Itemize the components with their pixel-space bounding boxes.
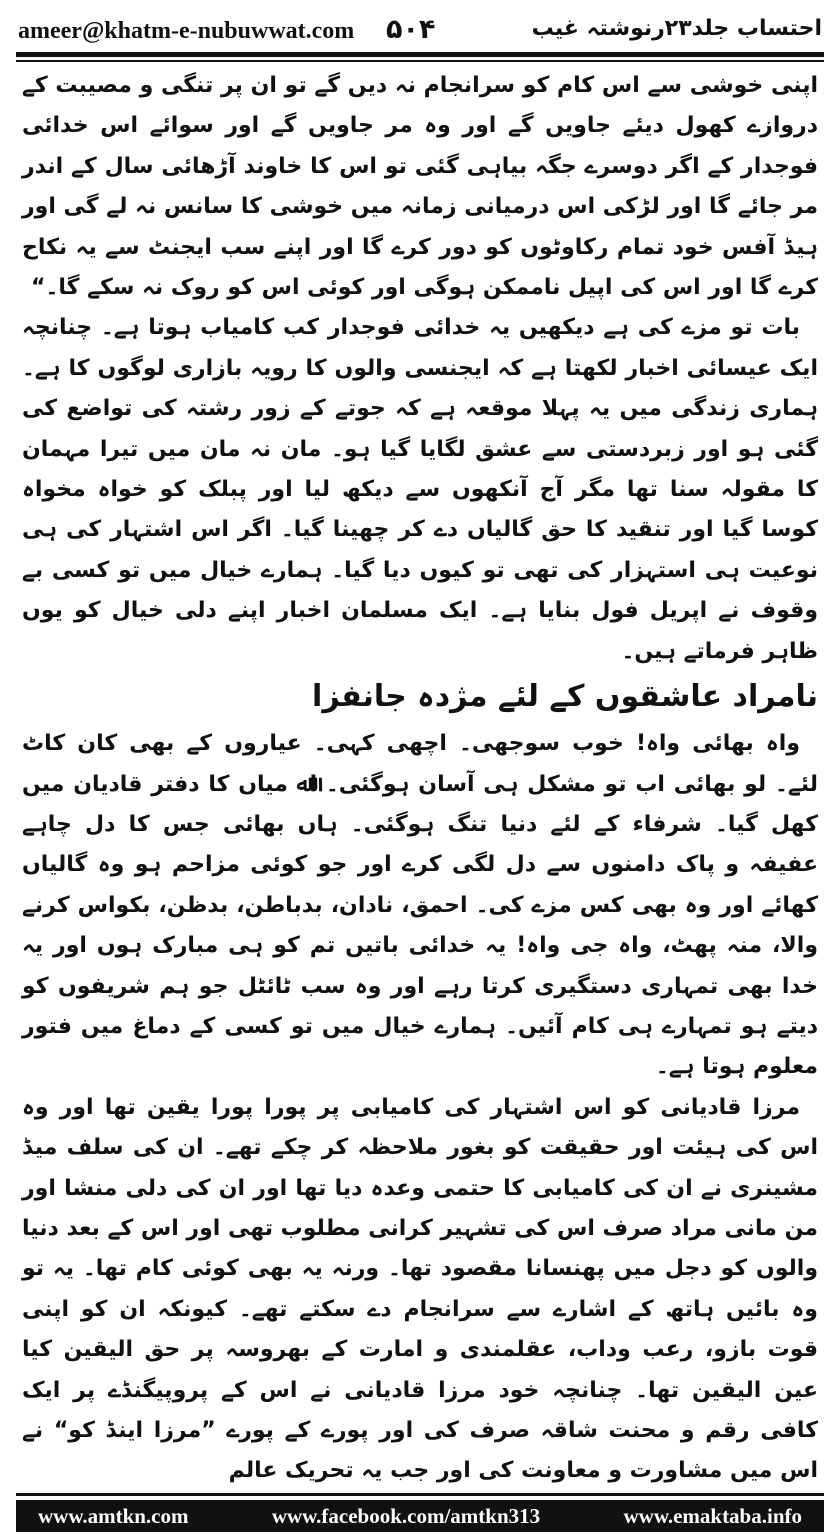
header-email[interactable]: ameer@khatm-e-nubuwwat.com xyxy=(18,18,355,44)
footer-rule xyxy=(16,1493,824,1496)
paragraph-2: بات تو مزے کی ہے دیکھیں یہ خدائی فوجدار کب کامیاب ہوتا ہے۔ چنانچہ ایک عیسائی اخبار لکھتا ہے کہ ایجنسی والوں کا رویہ بازاری لوگوں کا ہے۔ ہماری زندگی میں یہ پہلا موقعہ ہے کہ جوتے کے زور رشتہ کی تواضع کی گئی ہو اور زبردستی سے عشق لگایا گیا ہو۔ مان نہ مان میں تیرا مہمان کا مقولہ سنا تھا مگر آج آنکھوں سے دیکھ لیا اور پبلک کو خواہ مخواہ کوسا گیا اور تنقید کا حق گالیاں دے کر چھینا گیا۔ اگر اس اشتہار کی ہی نوعیت ہی استہزار کی تھی تو کیوں دیا گیا۔ ہمارے خیال میں تو کسی بے وقوف نے اپریل فول بنایا ہے۔ ایک مسلمان اخبار اپنے دلی خیال کو یوں ظاہر فرماتے ہیں۔ xyxy=(22,315,818,664)
header-rule-thin xyxy=(16,60,824,62)
footer-link-facebook[interactable]: www.facebook.com/amtkn313 xyxy=(271,1503,541,1528)
book-title: احتساب جلد۲۳رنوشتہ غیب xyxy=(531,16,822,41)
section-heading: نامراد عاشقوں کے لئے مژدہ جانفزا xyxy=(312,679,818,715)
paragraph-1: اپنی خوشی سے اس کام کو سرانجام نہ دیں گے تو ان پر تنگی و مصیبت کے دروازے کھول دیئے جاویں گے اور وہ مر جاویں گے اور سوائے اس خدائی فوجدار کے اگر دوسرے جگہ بیاہی گئی تو اس کا خاوند آڑھائی سال کے اندر مر جائے گا اور لڑکی اس درمیانی زمانہ میں خوشی کا سانس نہ لے گی اور ہیڈ آفس خود تمام رکاوٹوں کو دور کرے گا اور اپنے سب ایجنٹ سے یہ نکاح کرے گا اور اس کی اپیل ناممکن ہوگی اور کوئی اس کو روک نہ سکے گا۔“ xyxy=(22,73,818,301)
footer-link-emaktaba[interactable]: www.emaktaba.info xyxy=(623,1503,802,1528)
page-number: ۵۰۴ xyxy=(386,14,436,45)
header-rule-thick xyxy=(16,52,824,57)
page-content xyxy=(22,66,818,1492)
page-header xyxy=(16,14,824,48)
paragraph-3: واہ بھائی واہ! خوب سوجھی۔ اچھی کہی۔ عیاروں کے بھی کان کاٹ لئے۔ لو بھائی اب تو مشکل ہی آسان ہوگئی۔ اﷲ میاں کا دفتر قادیان میں کھل گیا۔ شرفاء کے لئے دنیا تنگ ہوگئی۔ ہاں بھائی جس کا دل چاہے عفیفہ و پاک دامنوں سے دل لگی کرے اور جو کوئی مزاحم ہو وہ گالیاں کھائے اور وہ بھی کس مزے کی۔ احمق، نادان، بدباطن، بدظن، بکواس کرنے والا، منہ پھٹ، واہ جی واہ! یہ خدائی باتیں تم کو ہی مبارک ہوں اور یہ خدا بھی تمہاری دستگیری کرتا رہے اور وہ سب ٹائٹل جو ہم شریفوں کو دیتے ہو تمہارے ہی کام آئیں۔ ہمارے خیال میں تو کسی کے دماغ میں فتور معلوم ہوتا ہے۔ xyxy=(22,731,818,1080)
paragraph-4: مرزا قادیانی کو اس اشتہار کی کامیابی پر پورا پورا یقین تھا اور وہ اس کی ہیئت اور حقیقت کو بغور ملاحظہ کر چکے تھے۔ ان کی سلف میڈ مشینری نے ان کی کامیابی کا حتمی وعدہ دیا تھا اور ان کی دلی منشا اور من مانی مراد صرف اس کی تشہیر کرانی مطلوب تھی اور اس کے بعد دنیا والوں کو دجل میں پھنسانا مقصود تھا۔ ورنہ یہ بھی کوئی کام تھا۔ یہ تو وہ بائیں ہاتھ کے اشارے سے سرانجام دے سکتے تھے۔ کیونکہ ان کو اپنی قوت بازو، رعب وداب، عقلمندی و امارت کے بھروسہ پر حق الیقین کیا عین الیقین تھا۔ چنانچہ خود مرزا قادیانی نے اس کے پروپیگنڈے پر ایک کافی رقم و محنت شاقہ صرف کی اور پورے کے پورے ”مرزا اینڈ کو“ نے اس میں مشاورت و معاونت کی اور جب یہ تحریک عالم xyxy=(22,1094,818,1484)
page-footer xyxy=(16,1500,824,1532)
footer-link-amtkn[interactable]: www.amtkn.com xyxy=(38,1503,189,1528)
